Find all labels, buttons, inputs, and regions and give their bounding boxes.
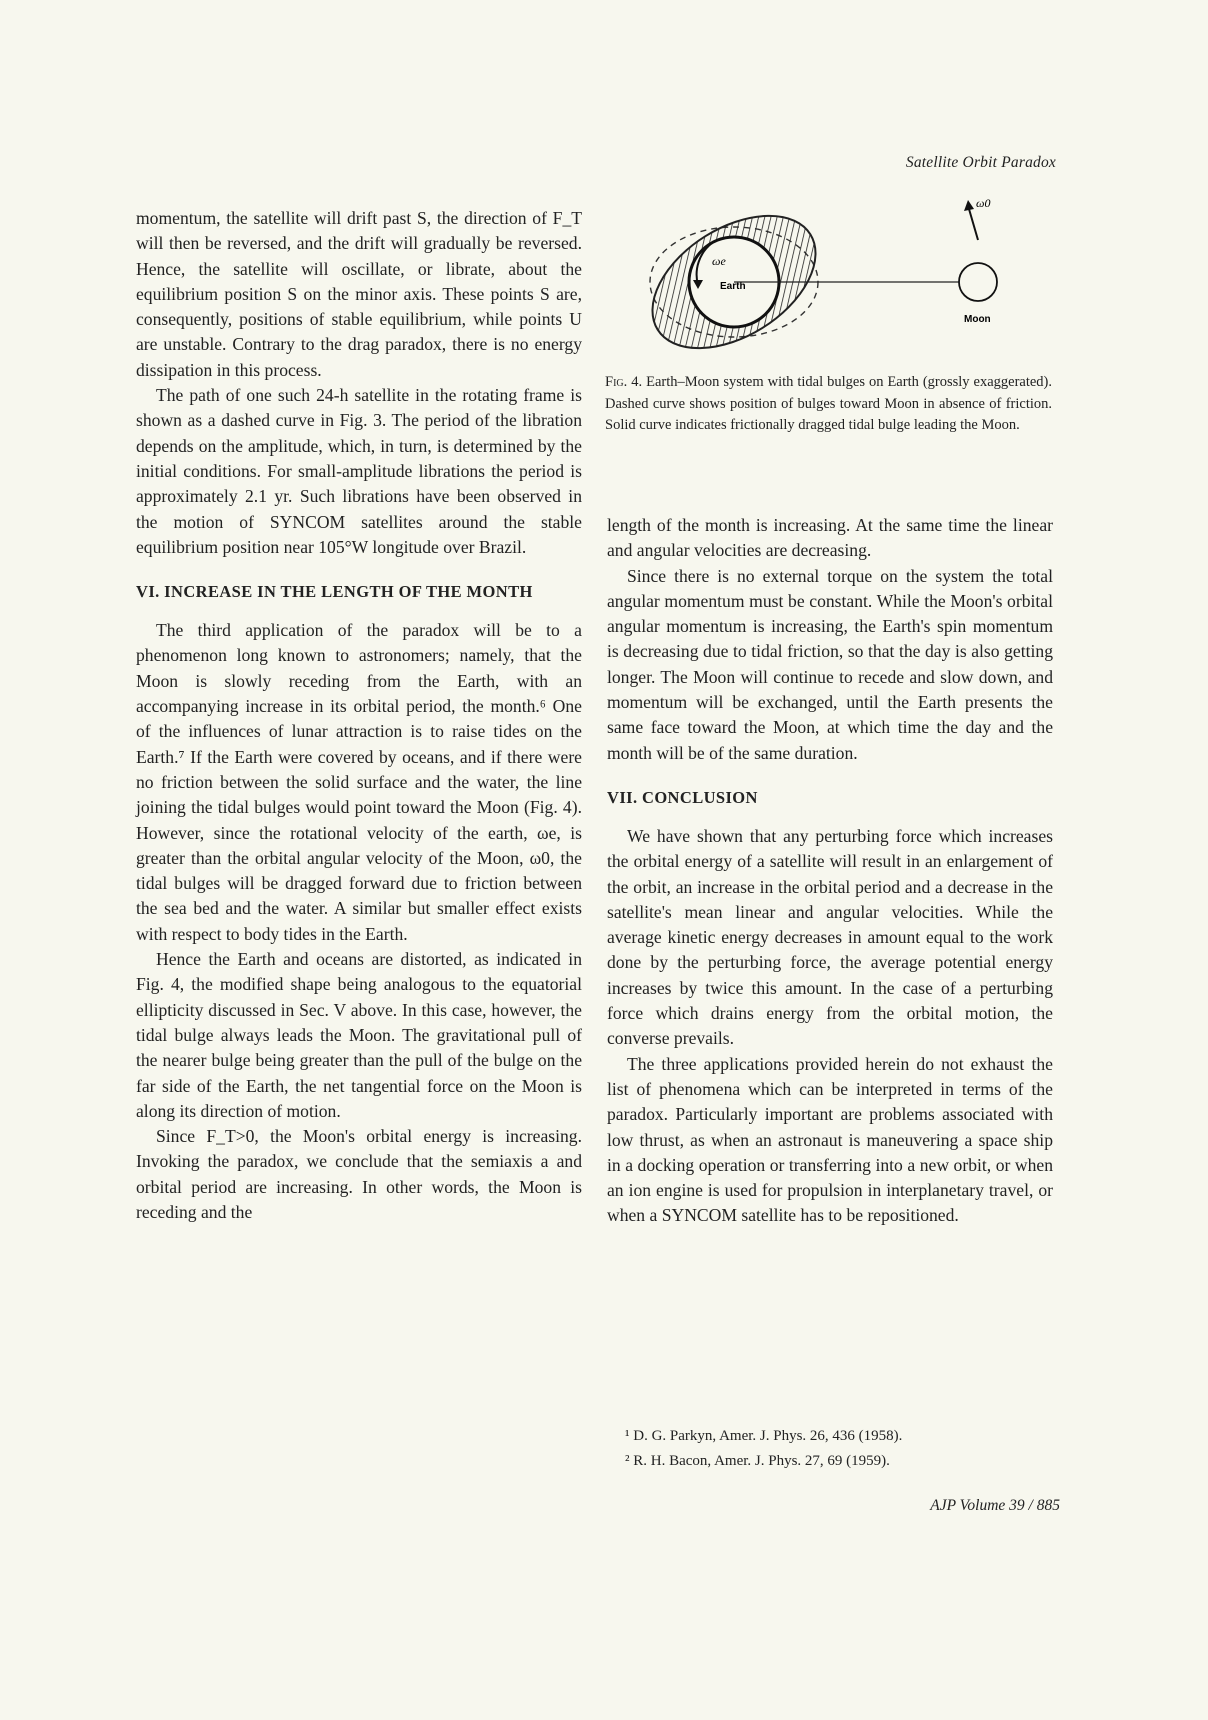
left-paragraph-4: Hence the Earth and oceans are distorted, as indicated in Fig. 4, the modified shape being analogous to the equatorial ellipticity discussed in Sec. V above. In this case, however, the tidal bulge always leads the Moon. The gravitational pull of the nearer bulge being greater than the pull of the bulge on the far side of the Earth, the net tangential force on the Moon is along its direction of motion. xyxy=(136,949,582,1121)
figure-caption-label: Fig. 4. xyxy=(605,374,643,390)
right-paragraph-4: The three applications provided herein do not exhaust the list of phenomena which can be interpreted in terms of the paradox. Particularly important are problems associated with low thrust, as when an astronaut is maneuvering a space ship in a docking operation or transferring into a new orbit, or when an ion engine is used for propulsion in interplanetary travel, or when a SYNCOM satellite has to be repositioned. xyxy=(607,1053,1053,1226)
earth-label: Earth xyxy=(720,281,746,292)
section-heading-vi: VI. INCREASE IN THE LENGTH OF THE MONTH xyxy=(136,582,533,602)
footnote-1: ¹ D. G. Parkyn, Amer. J. Phys. 26, 436 (1958). xyxy=(625,1428,903,1444)
left-column xyxy=(136,206,582,1225)
earth-moon-diagram xyxy=(640,185,1030,365)
right-paragraph-2: Since there is no external torque on the system the total angular momentum must be constant. While the Moon's orbital angular momentum is increasing, the Earth's spin momentum is decreasing due to tidal friction, so that the day is also getting longer. The Moon will continue to recede and slow down, and momentum will be exchanged, until the Earth presents the same face toward the Moon, at which time the day and the month will be of the same duration. xyxy=(607,565,1053,763)
figure-caption-text: Earth–Moon system with tidal bulges on Earth (grossly exaggerated). Dashed curve shows position of bulges toward Moon in absence of friction. Solid curve indicates frictionally dragged tidal bulge leading the Moon. xyxy=(605,374,1053,433)
moon-orbit-arrow xyxy=(969,209,978,240)
left-paragraph-2: The path of one such 24-h satellite in the rotating frame is shown as a dashed curve in Fig. 3. The period of the libration depends on the amplitude, which, in turn, is determined by the initial conditions. For small-amplitude librations the period is approximately 2.1 yr. Such librations have been observed in the motion of SYNCOM satellites around the stable equilibrium position near 105°W longitude over Brazil. xyxy=(136,385,582,557)
omega-e-label: ωe xyxy=(712,254,726,268)
figure-caption xyxy=(605,372,1052,437)
moon-circle xyxy=(959,263,997,301)
left-paragraph-1: momentum, the satellite will drift past S, the direction of F_T will then be reversed, and the drift will gradually be reversed. Hence, the satellite will oscillate, or librate, about the equilibrium position S on the minor axis. These points S are, consequently, positions of stable equilibrium, while points U are unstable. Contrary to the drag paradox, there is no energy dissipation in this process. xyxy=(136,208,582,380)
running-head: Satellite Orbit Paradox xyxy=(905,154,1056,171)
footnotes xyxy=(625,1424,1055,1474)
right-paragraph-1: length of the month is increasing. At the same time the linear and angular velocities are decreasing. xyxy=(607,515,1053,561)
left-paragraph-3: The third application of the paradox will be to a phenomenon long known to astronomers; namely, that the Moon is slowly receding from the Earth, with an accompanying increase in its orbital period, the month.⁶ One of the influences of lunar attraction is to raise tides on the Earth.⁷ If the Earth were covered by oceans, and if there were no friction between the solid surface and the water, the line joining the tidal bulges would point toward the Moon (Fig. 4). However, since the rotational velocity of the earth, ωe, is greater than the orbital angular velocity of the Moon, ω0, the tidal bulges will be dragged forward due to friction between the sea bed and the water. A similar but smaller effect exists with respect to body tides in the Earth. xyxy=(136,620,582,944)
section-heading-vii: VII. CONCLUSION xyxy=(607,787,758,807)
footnote-2: ² R. H. Bacon, Amer. J. Phys. 27, 69 (1959). xyxy=(625,1453,890,1469)
right-column xyxy=(607,513,1053,1229)
moon-label: Moon xyxy=(964,314,991,325)
right-paragraph-3: We have shown that any perturbing force which increases the orbital energy of a satellite will result in an enlargement of the orbit, an increase in the orbital period and a decrease in the satellite's mean linear and angular velocities. While the average kinetic energy decreases in amount equal to the work done by the perturbing force, the average potential energy increases by twice this amount. In the case of a perturbing force which drains energy from the orbital motion, the converse prevails. xyxy=(607,825,1053,1049)
page-footer: AJP Volume 39 / 885 xyxy=(930,1497,1060,1514)
omega-0-label: ω0 xyxy=(976,196,991,210)
left-paragraph-5: Since F_T>0, the Moon's orbital energy is increasing. Invoking the paradox, we conclude that the semiaxis a and orbital period are increasing. In other words, the Moon is receding and the xyxy=(136,1126,582,1222)
earth-moon-figure xyxy=(640,185,1030,365)
